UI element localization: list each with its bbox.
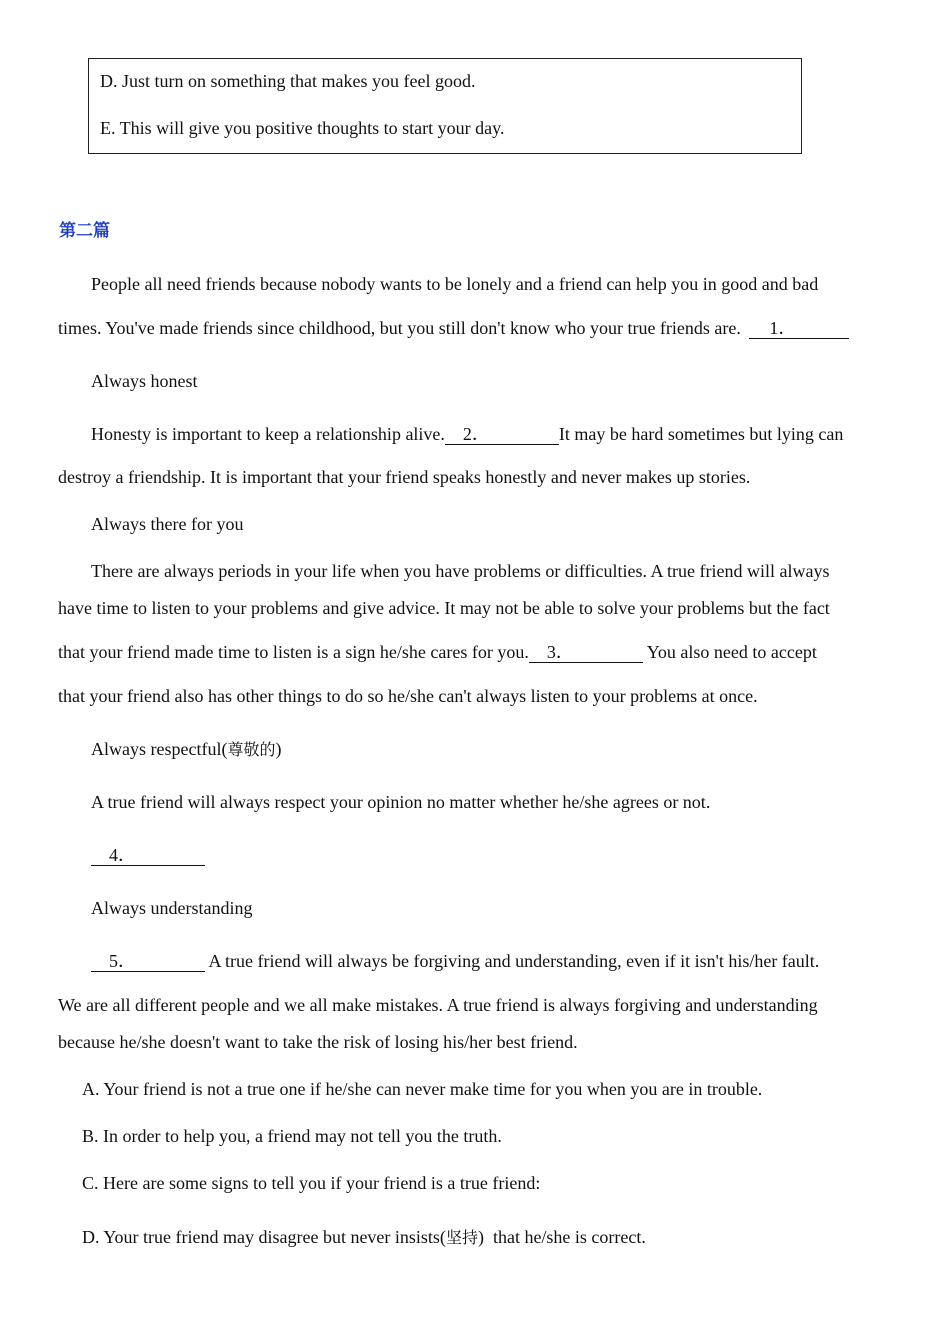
paragraph-3-pre: that your friend made time to listen is a sign he/she cares for you. <box>58 642 529 662</box>
option-a: A. Your friend is not a true one if he/she can never make time for you when you are in trouble. <box>82 1079 763 1099</box>
box-option-d: D. Just turn on something that makes you feel good. <box>100 71 476 91</box>
blank-3-number: 3． <box>546 642 574 662</box>
blank-1-number: 1． <box>769 318 797 338</box>
paragraph-3-line-2: have time to listen to your problems and give advice. It may not be able to solve your problems but the fact <box>58 598 830 618</box>
option-b: B. In order to help you, a friend may not tell you the truth. <box>82 1126 502 1146</box>
option-d-cjk: 坚持 <box>445 1228 478 1247</box>
paragraph-2-pre: Honesty is important to keep a relationship alive. <box>91 424 445 444</box>
paragraph-2-line-2: destroy a friendship. It is important that your friend speaks honestly and never makes up stories. <box>58 467 751 487</box>
subheading-respectful <box>91 740 281 758</box>
subheading-respectful-en: Always respectful( <box>91 739 228 759</box>
paragraph-1-line-2 <box>58 319 849 337</box>
paragraph-1-text: times. You've made friends since childhood, but you still don't know who your true friends are. <box>58 318 741 338</box>
paragraph-3-line-1: There are always periods in your life when you have problems or difficulties. A true friend will always <box>91 561 830 581</box>
box-option-e: E. This will give you positive thoughts to start your day. <box>100 118 505 138</box>
blank-5[interactable] <box>91 952 205 972</box>
blank-4-line <box>91 846 205 864</box>
blank-2[interactable] <box>445 425 559 445</box>
paragraph-2-line-1 <box>91 425 843 443</box>
paragraph-1-line-1: People all need friends because nobody wants to be lonely and a friend can help you in good and bad <box>91 274 819 294</box>
blank-4[interactable] <box>91 846 205 866</box>
option-d-pre: D. Your true friend may disagree but never insists( <box>82 1227 446 1247</box>
paragraph-5-line-1 <box>91 952 819 970</box>
paragraph-3-line-4: that your friend also has other things to do so he/she can't always listen to your problems at once. <box>58 686 758 706</box>
paragraph-5-line-3: because he/she doesn't want to take the risk of losing his/her best friend. <box>58 1032 578 1052</box>
subheading-understanding: Always understanding <box>91 898 253 918</box>
paragraph-2-post: It may be hard sometimes but lying can <box>558 424 844 444</box>
paragraph-5-post: A true friend will always be forgiving and understanding, even if it isn't his/her fault. <box>208 951 820 971</box>
blank-3[interactable] <box>529 643 643 663</box>
blank-4-number: 4． <box>109 845 136 865</box>
subheading-respectful-cjk: 尊敬的 <box>227 740 276 759</box>
blank-2-number: 2． <box>462 424 490 444</box>
subheading-respectful-close: ) <box>275 739 282 759</box>
paragraph-3-line-3 <box>58 643 817 661</box>
paragraph-5-line-2: We are all different people and we all make mistakes. A true friend is always forgiving and understanding <box>58 995 818 1015</box>
subheading-honest: Always honest <box>91 371 198 391</box>
subheading-there-for-you: Always there for you <box>91 514 244 534</box>
option-d <box>82 1228 646 1246</box>
option-c: C. Here are some signs to tell you if your friend is a true friend: <box>82 1173 541 1193</box>
option-d-post: ) that he/she is correct. <box>477 1227 646 1247</box>
blank-1[interactable] <box>749 319 849 339</box>
blank-5-number: 5． <box>109 951 136 971</box>
paragraph-3-post: You also need to accept <box>646 642 817 662</box>
section-title: 第二篇 <box>59 221 110 241</box>
paragraph-4: A true friend will always respect your opinion no matter whether he/she agrees or not. <box>91 792 711 812</box>
